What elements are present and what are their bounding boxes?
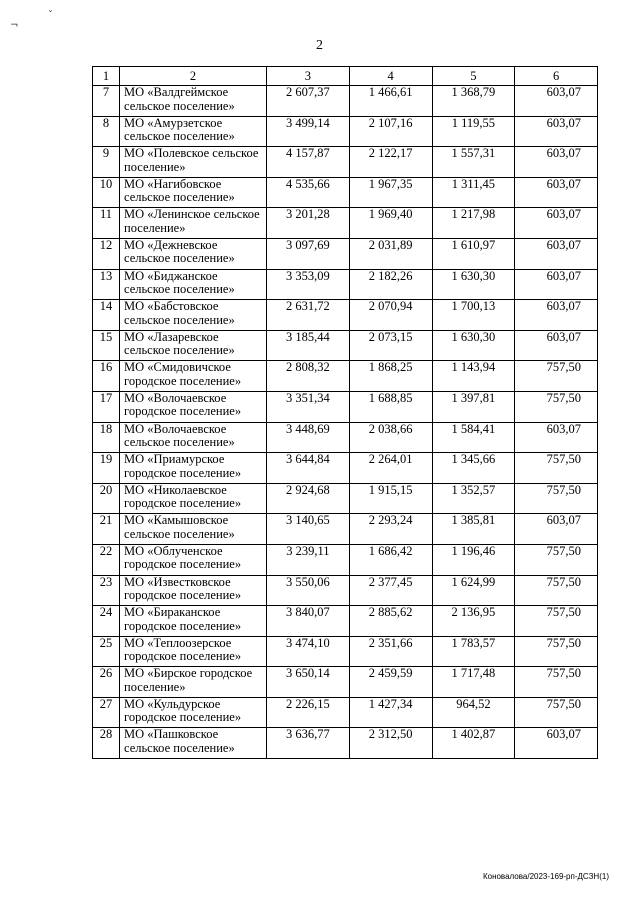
municipality-name-cell: МО «Николаевское городское поселение» — [120, 483, 267, 514]
value-cell-col4: 1 466,61 — [349, 86, 432, 117]
page-number: 2 — [316, 38, 323, 53]
table-header-row — [93, 67, 598, 86]
table-row — [93, 391, 598, 422]
row-number-cell: 21 — [93, 514, 120, 545]
value-cell-col4: 2 264,01 — [349, 453, 432, 484]
value-cell-col6: 757,50 — [515, 544, 598, 575]
value-cell-col3: 3 239,11 — [267, 544, 350, 575]
municipality-name-cell: МО «Пашковское сельское поселение» — [120, 728, 267, 759]
value-cell-col6: 603,07 — [515, 86, 598, 117]
table-row — [93, 116, 598, 147]
municipality-name-cell: МО «Ленинское сельское поселение» — [120, 208, 267, 239]
value-cell-col6: 603,07 — [515, 514, 598, 545]
value-cell-col4: 2 073,15 — [349, 330, 432, 361]
value-cell-col5: 1 196,46 — [432, 544, 515, 575]
table-row — [93, 86, 598, 117]
value-cell-col4: 2 038,66 — [349, 422, 432, 453]
value-cell-col4: 1 915,15 — [349, 483, 432, 514]
value-cell-col5: 1 143,94 — [432, 361, 515, 392]
row-number-cell: 9 — [93, 147, 120, 178]
column-header: 6 — [515, 67, 598, 86]
value-cell-col6: 603,07 — [515, 300, 598, 331]
value-cell-col6: 603,07 — [515, 269, 598, 300]
row-number-cell: 15 — [93, 330, 120, 361]
table-row — [93, 544, 598, 575]
value-cell-col4: 2 182,26 — [349, 269, 432, 300]
municipality-name-cell: МО «Лазаревское сельское поселение» — [120, 330, 267, 361]
municipality-name-cell: МО «Волочаевское сельское поселение» — [120, 422, 267, 453]
value-cell-col4: 2 070,94 — [349, 300, 432, 331]
table-body — [93, 86, 598, 759]
value-cell-col3: 3 644,84 — [267, 453, 350, 484]
column-header: 2 — [120, 67, 267, 86]
value-cell-col6: 757,50 — [515, 667, 598, 698]
value-cell-col6: 757,50 — [515, 606, 598, 637]
table-row — [93, 636, 598, 667]
value-cell-col3: 3 840,07 — [267, 606, 350, 637]
row-number-cell: 26 — [93, 667, 120, 698]
value-cell-col6: 757,50 — [515, 636, 598, 667]
value-cell-col5: 1 610,97 — [432, 238, 515, 269]
value-cell-col3: 3 097,69 — [267, 238, 350, 269]
value-cell-col3: 3 636,77 — [267, 728, 350, 759]
value-cell-col4: 2 885,62 — [349, 606, 432, 637]
value-cell-col3: 3 353,09 — [267, 269, 350, 300]
value-cell-col3: 3 140,65 — [267, 514, 350, 545]
row-number-cell: 23 — [93, 575, 120, 606]
municipality-name-cell: МО «Волочаевское городское поселение» — [120, 391, 267, 422]
value-cell-col5: 1 630,30 — [432, 330, 515, 361]
municipality-name-cell: МО «Бирское городское поселение» — [120, 667, 267, 698]
value-cell-col3: 3 650,14 — [267, 667, 350, 698]
value-cell-col3: 2 607,37 — [267, 86, 350, 117]
value-cell-col6: 757,50 — [515, 361, 598, 392]
value-cell-col5: 1 311,45 — [432, 177, 515, 208]
value-cell-col5: 1 397,81 — [432, 391, 515, 422]
row-number-cell: 10 — [93, 177, 120, 208]
value-cell-col4: 1 427,34 — [349, 697, 432, 728]
value-cell-col5: 1 717,48 — [432, 667, 515, 698]
value-cell-col3: 3 474,10 — [267, 636, 350, 667]
value-cell-col4: 2 031,89 — [349, 238, 432, 269]
value-cell-col4: 1 686,42 — [349, 544, 432, 575]
row-number-cell: 8 — [93, 116, 120, 147]
column-header: 3 — [267, 67, 350, 86]
table-row — [93, 300, 598, 331]
value-cell-col4: 2 107,16 — [349, 116, 432, 147]
value-cell-col4: 2 377,45 — [349, 575, 432, 606]
value-cell-col5: 1 352,57 — [432, 483, 515, 514]
value-cell-col4: 1 969,40 — [349, 208, 432, 239]
value-cell-col6: 603,07 — [515, 330, 598, 361]
municipality-name-cell: МО «Биджанское сельское поселение» — [120, 269, 267, 300]
row-number-cell: 25 — [93, 636, 120, 667]
municipality-name-cell: МО «Бираканское городское поселение» — [120, 606, 267, 637]
table-row — [93, 238, 598, 269]
municipality-name-cell: МО «Облученское городское поселение» — [120, 544, 267, 575]
municipality-name-cell: МО «Валдгеймское сельское поселение» — [120, 86, 267, 117]
value-cell-col5: 2 136,95 — [432, 606, 515, 637]
value-cell-col6: 757,50 — [515, 391, 598, 422]
value-cell-col5: 1 402,87 — [432, 728, 515, 759]
municipality-name-cell: МО «Известковское городское поселение» — [120, 575, 267, 606]
municipality-name-cell: МО «Камышовское сельское поселение» — [120, 514, 267, 545]
row-number-cell: 17 — [93, 391, 120, 422]
municipality-name-cell: МО «Полевское сельское поселение» — [120, 147, 267, 178]
row-number-cell: 20 — [93, 483, 120, 514]
table-row — [93, 575, 598, 606]
value-cell-col6: 603,07 — [515, 177, 598, 208]
table-row — [93, 330, 598, 361]
document-reference: Коновалова/2023-169-рп-ДСЗН(1) — [482, 872, 609, 881]
scan-mark: ¬ — [10, 20, 19, 31]
value-cell-col3: 4 157,87 — [267, 147, 350, 178]
row-number-cell: 27 — [93, 697, 120, 728]
table-row — [93, 667, 598, 698]
value-cell-col6: 603,07 — [515, 208, 598, 239]
row-number-cell: 28 — [93, 728, 120, 759]
municipality-name-cell: МО «Теплоозерское городское поселение» — [120, 636, 267, 667]
municipality-name-cell: МО «Нагибовское сельское поселение» — [120, 177, 267, 208]
municipality-name-cell: МО «Бабстовское сельское поселение» — [120, 300, 267, 331]
value-cell-col3: 3 448,69 — [267, 422, 350, 453]
value-cell-col5: 1 700,13 — [432, 300, 515, 331]
value-cell-col4: 2 293,24 — [349, 514, 432, 545]
value-cell-col3: 3 550,06 — [267, 575, 350, 606]
table-row — [93, 514, 598, 545]
value-cell-col3: 3 201,28 — [267, 208, 350, 239]
table-row — [93, 483, 598, 514]
table-row — [93, 208, 598, 239]
municipality-name-cell: МО «Кульдурское городское поселение» — [120, 697, 267, 728]
value-cell-col3: 2 808,32 — [267, 361, 350, 392]
value-cell-col6: 757,50 — [515, 697, 598, 728]
municipality-name-cell: МО «Амурзетское сельское поселение» — [120, 116, 267, 147]
table-row — [93, 147, 598, 178]
table-row — [93, 361, 598, 392]
scan-mark: ˇ — [48, 10, 53, 21]
table-row — [93, 422, 598, 453]
row-number-cell: 12 — [93, 238, 120, 269]
column-header: 1 — [93, 67, 120, 86]
value-cell-col4: 1 967,35 — [349, 177, 432, 208]
value-cell-col6: 603,07 — [515, 422, 598, 453]
value-cell-col3: 2 924,68 — [267, 483, 350, 514]
column-header: 4 — [349, 67, 432, 86]
value-cell-col3: 2 226,15 — [267, 697, 350, 728]
value-cell-col6: 603,07 — [515, 238, 598, 269]
value-cell-col4: 1 868,25 — [349, 361, 432, 392]
value-cell-col3: 3 185,44 — [267, 330, 350, 361]
table-row — [93, 697, 598, 728]
value-cell-col5: 964,52 — [432, 697, 515, 728]
value-cell-col5: 1 345,66 — [432, 453, 515, 484]
row-number-cell: 11 — [93, 208, 120, 239]
table-row — [93, 728, 598, 759]
value-cell-col6: 757,50 — [515, 575, 598, 606]
table-row — [93, 177, 598, 208]
table-row — [93, 269, 598, 300]
table-row — [93, 453, 598, 484]
row-number-cell: 7 — [93, 86, 120, 117]
value-cell-col3: 3 351,34 — [267, 391, 350, 422]
value-cell-col4: 2 122,17 — [349, 147, 432, 178]
value-cell-col5: 1 557,31 — [432, 147, 515, 178]
value-cell-col5: 1 217,98 — [432, 208, 515, 239]
value-cell-col6: 603,07 — [515, 147, 598, 178]
row-number-cell: 24 — [93, 606, 120, 637]
value-cell-col3: 3 499,14 — [267, 116, 350, 147]
value-cell-col6: 757,50 — [515, 483, 598, 514]
value-cell-col4: 2 312,50 — [349, 728, 432, 759]
value-cell-col5: 1 119,55 — [432, 116, 515, 147]
value-cell-col5: 1 385,81 — [432, 514, 515, 545]
value-cell-col3: 4 535,66 — [267, 177, 350, 208]
value-cell-col6: 603,07 — [515, 728, 598, 759]
column-header: 5 — [432, 67, 515, 86]
row-number-cell: 13 — [93, 269, 120, 300]
value-cell-col4: 1 688,85 — [349, 391, 432, 422]
municipality-name-cell: МО «Приамурское городское поселение» — [120, 453, 267, 484]
data-table — [92, 66, 598, 759]
value-cell-col6: 603,07 — [515, 116, 598, 147]
row-number-cell: 19 — [93, 453, 120, 484]
row-number-cell: 16 — [93, 361, 120, 392]
value-cell-col6: 757,50 — [515, 453, 598, 484]
value-cell-col4: 2 459,59 — [349, 667, 432, 698]
value-cell-col3: 2 631,72 — [267, 300, 350, 331]
value-cell-col5: 1 630,30 — [432, 269, 515, 300]
value-cell-col5: 1 368,79 — [432, 86, 515, 117]
municipality-name-cell: МО «Дежневское сельское поселение» — [120, 238, 267, 269]
row-number-cell: 22 — [93, 544, 120, 575]
value-cell-col4: 2 351,66 — [349, 636, 432, 667]
municipality-name-cell: МО «Смидовичское городское поселение» — [120, 361, 267, 392]
row-number-cell: 18 — [93, 422, 120, 453]
table-row — [93, 606, 598, 637]
row-number-cell: 14 — [93, 300, 120, 331]
value-cell-col5: 1 783,57 — [432, 636, 515, 667]
value-cell-col5: 1 584,41 — [432, 422, 515, 453]
value-cell-col5: 1 624,99 — [432, 575, 515, 606]
